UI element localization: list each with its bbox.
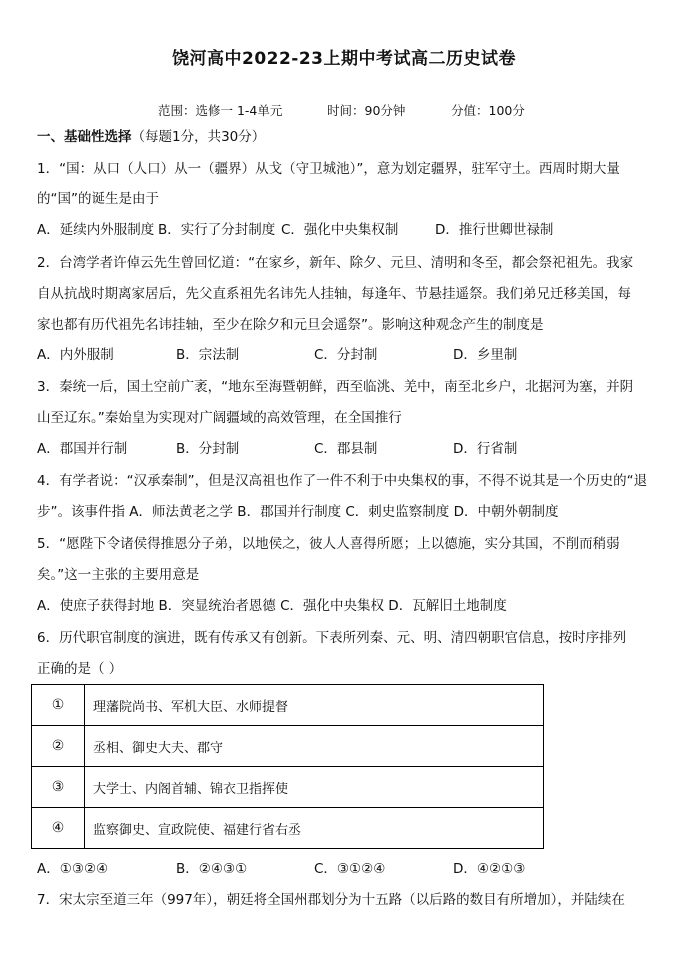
q3-option-a: A．郡国并行制 — [37, 441, 128, 457]
table-row-text: 大学士、内阁首辅、锦衣卫指挥使 — [85, 767, 544, 808]
q5-stem-line1: 5．“愿陛下令诸侯得推恩分子弟，以地侯之，彼人人喜得所愿；上以德施，实分其国，不削而稍弱 — [37, 536, 620, 552]
q6-option-b: B．②④③① — [176, 861, 248, 877]
q2-option-b: B．宗法制 — [176, 347, 240, 363]
table-row — [32, 685, 544, 726]
q1-option-a: A．延续内外服制度 — [37, 222, 155, 238]
section-subtitle: （每题1分，共30分） — [131, 129, 266, 145]
q5-options: A．使庶子获得封地 B．突显统治者恩德 C．强化中央集权 D．瓦解旧土地制度 — [37, 598, 507, 614]
q2-option-c: C．分封制 — [314, 347, 378, 363]
q5-stem-line2: 矣。”这一主张的主要用意是 — [37, 567, 200, 583]
page-title: 饶河高中2022-23上期中考试高二历史试卷 — [171, 49, 517, 69]
q3-option-d: D．行省制 — [453, 441, 518, 457]
q2-option-d: D．乡里制 — [453, 347, 518, 363]
q3-option-c: C．郡县制 — [314, 441, 378, 457]
section-heading — [37, 128, 265, 146]
exam-time: 时间：90分钟 — [327, 103, 406, 118]
table-row-text: 监察御史、宣政院使、福建行省右丞 — [85, 808, 544, 849]
q2-stem-line1: 2．台湾学者许倬云先生曾回忆道：“在家乡，新年、除夕、元旦、清明和冬至，都会祭祀祖先。我家 — [37, 255, 634, 271]
q7-stem-line1: 7．宋太宗至道三年（997年），朝廷将全国州郡划分为十五路（以后路的数目有所增加），并陆续在 — [37, 892, 625, 908]
table-row — [32, 726, 544, 767]
q3-stem-line2: 山至辽东。”秦始皇为实现对广阔疆域的高效管理，在全国推行 — [37, 410, 402, 426]
q6-option-c: C．③①②④ — [314, 861, 386, 877]
q1-option-d: D．推行世卿世禄制 — [435, 222, 554, 238]
q6-stem-line2: 正确的是（ ） — [37, 661, 123, 677]
table-row-text: 丞相、御史大夫、郡守 — [85, 726, 544, 767]
q4-stem-line1: 4．有学者说：“汉承秦制”，但是汉高祖也作了一件不利于中央集权的事，不得不说其是一个历史的“退 — [37, 473, 648, 489]
table-row-number: ③ — [32, 767, 85, 808]
exam-score: 分值：100分 — [451, 103, 525, 118]
q3-stem-line1: 3．秦统一后，国土空前广袤，“地东至海暨朝鲜，西至临洮、羌中，南至北乡户，北据河为塞，并阴 — [37, 379, 634, 395]
q1-stem-line2: 的“国”的诞生是由于 — [37, 191, 159, 207]
q2-option-a: A．内外服制 — [37, 347, 114, 363]
exam-scope: 范围：选修一 1-4单元 — [158, 103, 283, 118]
table-row — [32, 808, 544, 849]
q4-stem-line2: 步”。该事件指 A．师法黄老之学 B．郡国并行制度 C．刺史监察制度 D．中朝外朝制度 — [37, 504, 559, 520]
q1-option-b: B．实行了分封制度 — [158, 222, 276, 238]
q1-stem-line1: 1．“国：从口（人口）从一（疆界）从戈（守卫城池）”，意为划定疆界，驻军守土。西周时期大量 — [37, 161, 620, 177]
q2-stem-line3: 家也都有历代祖先名讳挂轴，至少在除夕和元旦会遥祭”。影响这种观念产生的制度是 — [37, 317, 544, 333]
table-row-number: ④ — [32, 808, 85, 849]
q1-option-c: C．强化中央集权制 — [281, 222, 399, 238]
q6-option-d: D．④②①③ — [453, 861, 526, 877]
table-row-number: ② — [32, 726, 85, 767]
table-row — [32, 767, 544, 808]
table-row-number: ① — [32, 685, 85, 726]
q6-option-a: A．①③②④ — [37, 861, 109, 877]
q6-officials-table — [31, 684, 544, 849]
q3-option-b: B．分封制 — [176, 441, 240, 457]
q2-stem-line2: 自从抗战时期离家居后，先父直系祖先名讳先人挂轴，每逢年、节悬挂遥祭。我们弟兄迁移美国，每 — [37, 286, 631, 302]
q6-stem-line1: 6．历代职官制度的演进，既有传承又有创新。下表所列秦、元、明、清四朝职官信息，按时序排列 — [37, 630, 627, 646]
section-title: 一、基础性选择 — [37, 129, 132, 145]
table-row-text: 理藩院尚书、军机大臣、水师提督 — [85, 685, 544, 726]
